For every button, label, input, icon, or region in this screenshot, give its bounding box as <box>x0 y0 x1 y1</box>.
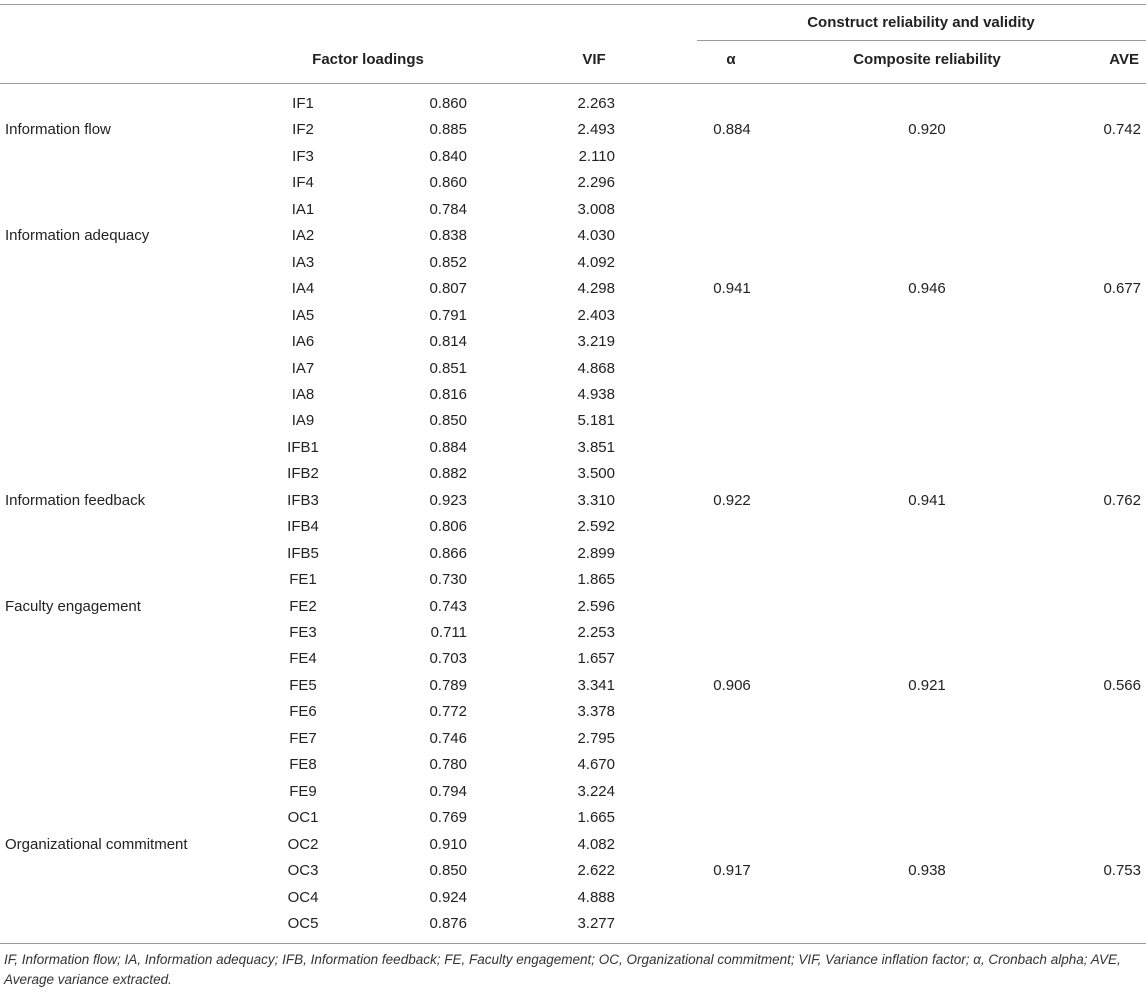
item-code: IFB1 <box>287 439 319 456</box>
vif-value: 4.888 <box>577 889 615 906</box>
factor-loading: 0.769 <box>429 809 467 826</box>
factor-loading: 0.807 <box>429 280 467 297</box>
item-code: IA8 <box>291 386 315 403</box>
factor-loading: 0.772 <box>429 703 467 720</box>
item-code: FE2 <box>289 598 317 615</box>
vif-value: 3.224 <box>577 783 615 800</box>
vif-value: 2.253 <box>577 624 615 641</box>
factor-loading: 0.851 <box>429 360 467 377</box>
vif-value: 1.865 <box>577 571 615 588</box>
item-code: FE3 <box>289 624 317 641</box>
item-code: FE7 <box>289 730 317 747</box>
item-code: OC2 <box>287 836 319 853</box>
group-rule <box>697 40 1146 41</box>
item-code: IA3 <box>291 254 315 271</box>
table-bottom-rule <box>0 943 1146 944</box>
factor-loading: 0.910 <box>429 836 467 853</box>
vif-value: 2.296 <box>577 174 615 191</box>
item-code: IFB5 <box>287 545 319 562</box>
alpha-value: 0.906 <box>713 677 751 694</box>
item-code: FE5 <box>289 677 317 694</box>
item-code: IFB4 <box>287 518 319 535</box>
construct-label: Information adequacy <box>5 227 150 244</box>
item-code: IA7 <box>291 360 315 377</box>
factor-loading: 0.806 <box>429 518 467 535</box>
item-code: OC1 <box>287 809 319 826</box>
factor-loading: 0.882 <box>429 465 467 482</box>
factor-loading: 0.923 <box>429 492 467 509</box>
vif-value: 2.493 <box>577 121 615 138</box>
factor-loading: 0.814 <box>429 333 467 350</box>
construct-label: Faculty engagement <box>5 598 141 615</box>
vif-value: 2.403 <box>577 307 615 324</box>
header-vif: VIF <box>582 51 606 68</box>
factor-loading: 0.885 <box>429 121 467 138</box>
vif-value: 4.082 <box>577 836 615 853</box>
factor-loading: 0.746 <box>429 730 467 747</box>
factor-loading: 0.743 <box>429 598 467 615</box>
factor-loading: 0.866 <box>429 545 467 562</box>
ave-value: 0.753 <box>1103 862 1141 879</box>
item-code: IA2 <box>291 227 315 244</box>
vif-value: 4.092 <box>577 254 615 271</box>
composite-reliability-value: 0.938 <box>908 862 946 879</box>
factor-loading: 0.850 <box>429 412 467 429</box>
ave-value: 0.762 <box>1103 492 1141 509</box>
item-code: IFB2 <box>287 465 319 482</box>
factor-loading: 0.840 <box>429 148 467 165</box>
factor-loading: 0.860 <box>429 95 467 112</box>
vif-value: 3.008 <box>577 201 615 218</box>
alpha-value: 0.917 <box>713 862 751 879</box>
vif-value: 2.596 <box>577 598 615 615</box>
factor-loading: 0.791 <box>429 307 467 324</box>
header-factor-loadings: Factor loadings <box>312 51 424 68</box>
factor-loading: 0.876 <box>429 915 467 932</box>
header-ave: AVE <box>1109 51 1139 68</box>
factor-loading: 0.852 <box>429 254 467 271</box>
item-code: IA9 <box>291 412 315 429</box>
factor-loading: 0.860 <box>429 174 467 191</box>
construct-label: Information flow <box>5 121 111 138</box>
factor-loading: 0.711 <box>430 624 467 641</box>
factor-loading: 0.884 <box>429 439 467 456</box>
factor-loading: 0.924 <box>429 889 467 906</box>
header-alpha: α <box>726 51 736 68</box>
vif-value: 2.899 <box>577 545 615 562</box>
construct-label: Information feedback <box>5 492 146 509</box>
vif-value: 5.181 <box>577 412 615 429</box>
table-footnote <box>4 950 1144 990</box>
item-code: IF3 <box>292 148 314 165</box>
factor-loading: 0.794 <box>429 783 467 800</box>
item-code: FE6 <box>289 703 317 720</box>
footnote-text: IF, Information flow; IA, Information adequacy; IFB, Information feedback; FE, Faculty engagement; OC, Organizational commitment; VIF, Variance inflation factor; α, Cronbach alpha; AVE, Average variance extracted. <box>4 952 1121 987</box>
vif-value: 4.938 <box>577 386 615 403</box>
item-code: OC5 <box>287 915 319 932</box>
vif-value: 3.219 <box>577 333 615 350</box>
vif-value: 2.592 <box>577 518 615 535</box>
factor-loading: 0.789 <box>429 677 467 694</box>
composite-reliability-value: 0.946 <box>908 280 946 297</box>
vif-value: 4.670 <box>577 756 615 773</box>
vif-value: 3.378 <box>577 703 615 720</box>
factor-loading: 0.780 <box>429 756 467 773</box>
alpha-value: 0.884 <box>713 121 751 138</box>
ave-value: 0.742 <box>1103 121 1141 138</box>
ave-value: 0.566 <box>1103 677 1141 694</box>
factor-loading: 0.730 <box>429 571 467 588</box>
vif-value: 4.298 <box>577 280 615 297</box>
item-code: IF4 <box>292 174 314 191</box>
item-code: FE9 <box>289 783 317 800</box>
item-code: OC4 <box>287 889 319 906</box>
vif-value: 3.341 <box>577 677 615 694</box>
factor-loading: 0.816 <box>429 386 467 403</box>
factor-loading: 0.784 <box>429 201 467 218</box>
alpha-value: 0.922 <box>713 492 751 509</box>
vif-value: 1.665 <box>577 809 615 826</box>
alpha-value: 0.941 <box>713 280 751 297</box>
item-code: IA4 <box>291 280 315 297</box>
item-code: FE1 <box>289 571 317 588</box>
factor-loading: 0.703 <box>429 650 467 667</box>
vif-value: 2.795 <box>577 730 615 747</box>
vif-value: 4.030 <box>577 227 615 244</box>
vif-value: 3.277 <box>577 915 615 932</box>
vif-value: 1.657 <box>577 650 615 667</box>
item-code: FE4 <box>289 650 317 667</box>
item-code: IA5 <box>291 307 315 324</box>
vif-value: 3.851 <box>577 439 615 456</box>
item-code: IFB3 <box>287 492 319 509</box>
header-bottom-rule <box>0 83 1146 84</box>
composite-reliability-value: 0.920 <box>908 121 946 138</box>
top-rule <box>0 4 1146 5</box>
header-composite-reliability: Composite reliability <box>853 51 1001 68</box>
item-code: IA6 <box>291 333 315 350</box>
factor-loading: 0.850 <box>429 862 467 879</box>
vif-value: 3.500 <box>577 465 615 482</box>
item-code: IF1 <box>292 95 314 112</box>
construct-label: Organizational commitment <box>5 836 188 853</box>
vif-value: 3.310 <box>577 492 615 509</box>
item-code: OC3 <box>287 862 319 879</box>
vif-value: 2.263 <box>577 95 615 112</box>
vif-value: 4.868 <box>577 360 615 377</box>
composite-reliability-value: 0.921 <box>908 677 946 694</box>
vif-value: 2.622 <box>577 862 615 879</box>
factor-loading: 0.838 <box>429 227 467 244</box>
header-construct-reliability: Construct reliability and validity <box>807 14 1035 31</box>
item-code: FE8 <box>289 756 317 773</box>
composite-reliability-value: 0.941 <box>908 492 946 509</box>
vif-value: 2.110 <box>578 148 615 165</box>
item-code: IA1 <box>291 201 315 218</box>
item-code: IF2 <box>292 121 314 138</box>
ave-value: 0.677 <box>1103 280 1141 297</box>
